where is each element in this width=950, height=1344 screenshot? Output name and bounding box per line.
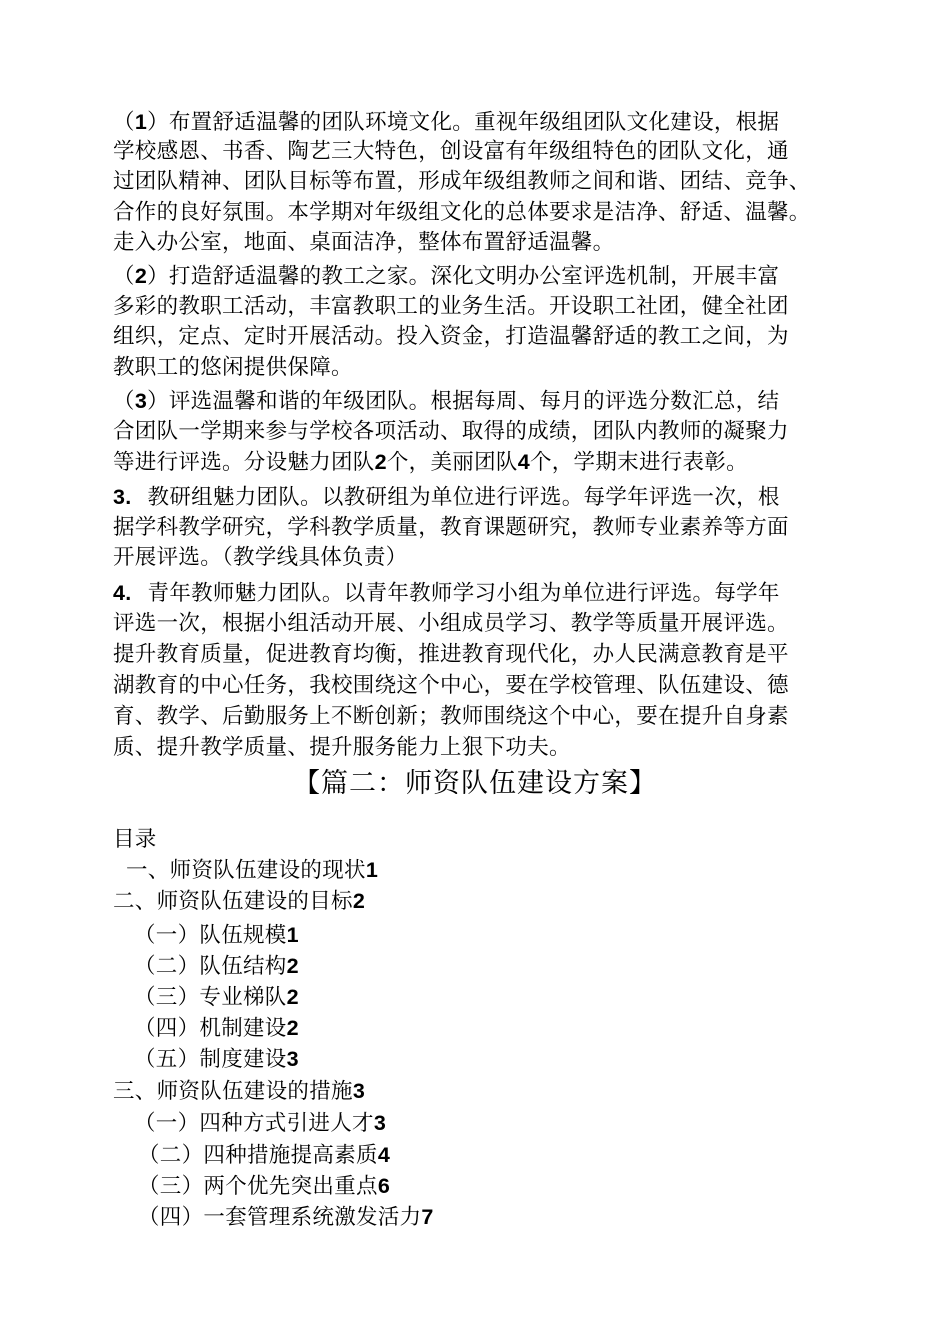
toc-page-number: 7 — [421, 1205, 434, 1229]
para3-text-1: ）评选温馨和谐的年级团队。根据每周、每月的评选分数汇总，结 — [147, 389, 780, 414]
toc-page-number: 4 — [377, 1143, 391, 1167]
item4-line-5: 育、教学、后勤服务上不断创新；教师围绕这个中心，要在提升自身素 — [113, 704, 789, 729]
toc-entry[interactable] — [138, 1171, 390, 1202]
toc-entry-text: （五）制度建设 — [134, 1047, 287, 1072]
para1-number: 1 — [134, 110, 148, 134]
para3-text-b: 个，美丽团队 — [386, 450, 518, 475]
toc-page-number: 1 — [286, 923, 299, 947]
toc-entry[interactable] — [134, 1013, 299, 1044]
para3-count-2: 4 — [517, 450, 530, 474]
item3-number: 3. — [113, 485, 132, 509]
paren-open: （ — [113, 110, 135, 135]
item3-line-3: 开展评选。（教学线具体负责） — [113, 545, 408, 570]
toc-entry[interactable] — [138, 1140, 390, 1171]
toc-title: 目录 — [113, 827, 157, 852]
toc-entry[interactable] — [113, 886, 365, 917]
toc-page-number: 2 — [352, 889, 366, 913]
toc-entry-text: （二）队伍结构 — [134, 954, 287, 979]
toc-entry[interactable] — [134, 982, 299, 1013]
toc-page-number: 2 — [286, 985, 299, 1009]
para2-line-4: 教职工的悠闲提供保障。 — [113, 355, 353, 380]
para2-line-2: 多彩的教职工活动，丰富教职工的业务生活。开设职工社团，健全社团 — [113, 294, 789, 319]
toc-entry-text: （一）四种方式引进人才 — [134, 1111, 374, 1136]
toc-page-number: 6 — [377, 1174, 391, 1198]
item4-line-3: 提升教育质量，促进教育均衡，推进教育现代化，办人民满意教育是平 — [113, 642, 789, 667]
para3-count-1: 2 — [374, 450, 387, 474]
toc-entry[interactable] — [126, 855, 378, 886]
para2-number: 2 — [134, 264, 148, 288]
para2-line-3: 组织，定点、定时开展活动。投入资金，打造温馨舒适的教工之间，为 — [113, 324, 789, 349]
toc-entry-text: （二）四种措施提高素质 — [138, 1143, 378, 1168]
item3-line-1 — [113, 482, 780, 513]
paren-open: （ — [113, 389, 135, 414]
para3-line-1 — [113, 386, 779, 417]
section-heading: 【篇二：师资队伍建设方案】 — [293, 768, 657, 799]
toc-page-number: 3 — [286, 1047, 299, 1071]
toc-entry-text: （三）专业梯队 — [134, 985, 287, 1010]
toc-page-number: 3 — [373, 1111, 387, 1135]
item4-number: 4. — [113, 581, 132, 605]
toc-entry-text: （一）队伍规模 — [134, 923, 287, 948]
toc-entry[interactable] — [134, 951, 299, 982]
item3-line-2: 据学科教学研究，学科教学质量，教育课题研究，教师专业素养等方面 — [113, 515, 789, 540]
paren-open: （ — [113, 264, 135, 289]
toc-page-number: 2 — [286, 954, 299, 978]
toc-entry-text: （四）一套管理系统激发活力 — [138, 1205, 422, 1230]
para1-text-1: ）布置舒适温馨的团队环境文化。重视年级组团队文化建设，根据 — [147, 110, 780, 135]
para3-line-2: 合团队一学期来参与学校各项活动、取得的成绩，团队内教师的凝聚力 — [113, 419, 789, 444]
para3-text-a: 等进行评选。分设魅力团队 — [113, 450, 375, 475]
para2-text-1: ）打造舒适温馨的教工之家。深化文明办公室评选机制，开展丰富 — [147, 264, 780, 289]
item4-text-1: 青年教师魅力团队。以青年教师学习小组为单位进行评选。每学年 — [147, 581, 780, 606]
para3-line-3 — [113, 447, 748, 478]
toc-entry[interactable] — [113, 1076, 365, 1107]
toc-entry-text: （三）两个优先突出重点 — [138, 1174, 378, 1199]
toc-entry[interactable] — [138, 1202, 434, 1233]
para1-line-2: 学校感恩、书香、陶艺三大特色，创设富有年级组特色的团队文化，通 — [113, 139, 789, 164]
item4-line-4: 湖教育的中心任务，我校围绕这个中心，要在学校管理、队伍建设、德 — [113, 673, 789, 698]
para3-number: 3 — [134, 389, 148, 413]
toc-entry[interactable] — [134, 920, 299, 951]
para3-text-c: 个，学期末进行表彰。 — [529, 450, 748, 475]
toc-page-number: 2 — [286, 1016, 299, 1040]
toc-page-number: 1 — [365, 858, 379, 882]
toc-entry-text: 一、师资队伍建设的现状 — [126, 858, 366, 883]
toc-entry[interactable] — [134, 1108, 386, 1139]
toc-entry-text: （四）机制建设 — [134, 1016, 287, 1041]
toc-entry[interactable] — [134, 1044, 299, 1075]
item3-text-1: 教研组魅力团队。以教研组为单位进行评选。每学年评选一次，根 — [147, 485, 780, 510]
para1-line-1 — [113, 107, 779, 138]
para1-line-4: 合作的良好氛围。本学期对年级组文化的总体要求是洁净、舒适、温馨。 — [113, 200, 811, 225]
toc-entry-text: 三、师资队伍建设的措施 — [113, 1079, 353, 1104]
toc-entry-text: 二、师资队伍建设的目标 — [113, 889, 353, 914]
item4-line-1 — [113, 578, 780, 609]
toc-page-number: 3 — [352, 1079, 366, 1103]
para1-line-3: 过团队精神、团队目标等布置，形成年级组教师之间和谐、团结、竞争、 — [113, 169, 811, 194]
item4-line-2: 评选一次，根据小组活动开展、小组成员学习、教学等质量开展评选。 — [113, 611, 789, 636]
para2-line-1 — [113, 261, 779, 292]
para1-line-5: 走入办公室，地面、桌面洁净，整体布置舒适温馨。 — [113, 230, 615, 255]
item4-line-6: 质、提升教学质量、提升服务能力上狠下功夫。 — [113, 735, 571, 760]
